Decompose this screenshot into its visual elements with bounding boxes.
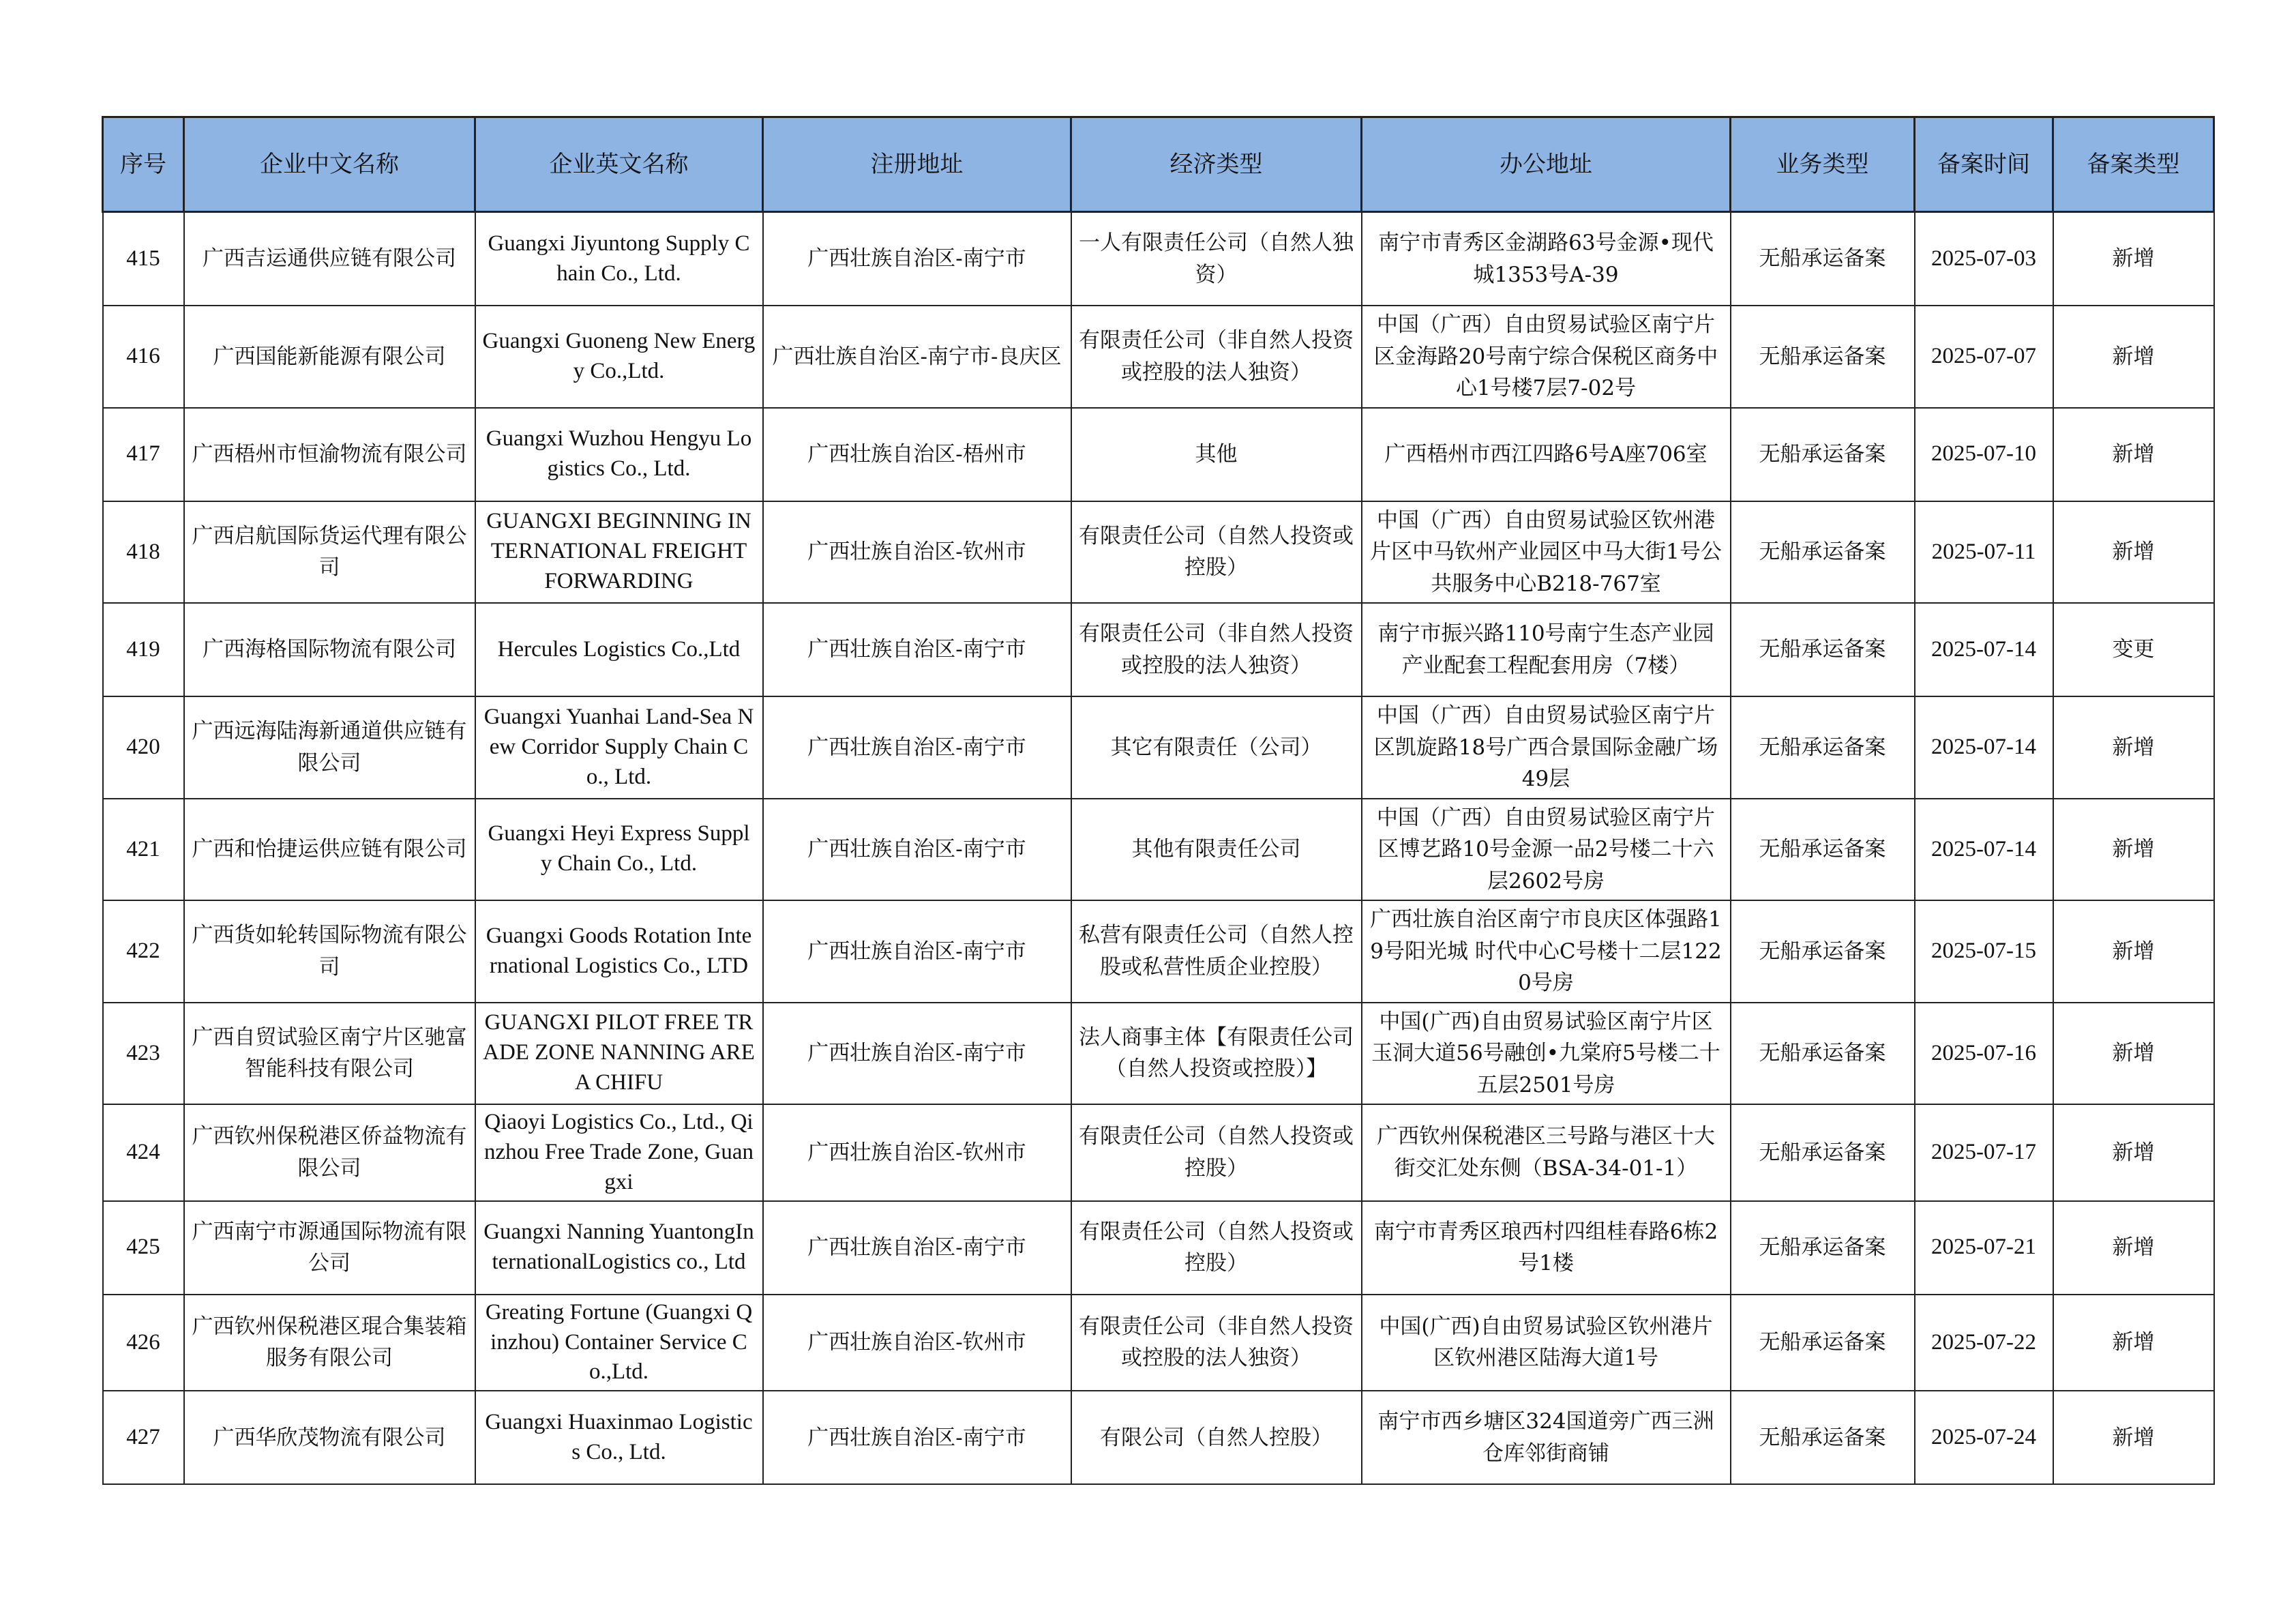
cell-date: 2025-07-14 bbox=[1915, 696, 2053, 799]
cell-no: 420 bbox=[103, 696, 184, 799]
cell-office-addr: 南宁市振兴路110号南宁生态产业园产业配套工程配套用房（7楼） bbox=[1362, 603, 1731, 696]
cell-reg-addr: 广西壮族自治区-南宁市 bbox=[763, 900, 1071, 1003]
cell-filing-type: 新增 bbox=[2053, 900, 2214, 1003]
cell-name-en: Guangxi Guoneng New Energy Co.,Ltd. bbox=[475, 306, 763, 408]
col-header-no: 序号 bbox=[103, 117, 184, 212]
table-body bbox=[103, 212, 2214, 1485]
cell-biz-type: 无船承运备案 bbox=[1731, 1391, 1915, 1484]
cell-reg-addr: 广西壮族自治区-南宁市 bbox=[763, 799, 1071, 901]
filing-table-container bbox=[102, 116, 2199, 1485]
cell-filing-type: 新增 bbox=[2053, 1201, 2214, 1295]
cell-econ-type: 私营有限责任公司（自然人控股或私营性质企业控股） bbox=[1071, 900, 1362, 1003]
table-row bbox=[103, 696, 2214, 799]
cell-econ-type: 有限责任公司（非自然人投资或控股的法人独资） bbox=[1071, 306, 1362, 408]
table-header-row bbox=[103, 117, 2214, 212]
cell-date: 2025-07-07 bbox=[1915, 306, 2053, 408]
table-row bbox=[103, 1003, 2214, 1105]
cell-name-cn: 广西吉运通供应链有限公司 bbox=[184, 212, 475, 306]
filing-table bbox=[102, 116, 2215, 1485]
cell-date: 2025-07-16 bbox=[1915, 1003, 2053, 1105]
cell-name-en: Guangxi Huaxinmao Logistics Co., Ltd. bbox=[475, 1391, 763, 1484]
table-row bbox=[103, 212, 2214, 306]
table-row bbox=[103, 1391, 2214, 1484]
cell-biz-type: 无船承运备案 bbox=[1731, 408, 1915, 501]
cell-reg-addr: 广西壮族自治区-南宁市 bbox=[763, 1201, 1071, 1295]
cell-office-addr: 中国（广西）自由贸易试验区南宁片区博艺路10号金源一品2号楼二十六层2602号房 bbox=[1362, 799, 1731, 901]
cell-name-en: Guangxi Jiyuntong Supply Chain Co., Ltd. bbox=[475, 212, 763, 306]
cell-date: 2025-07-14 bbox=[1915, 799, 2053, 901]
cell-biz-type: 无船承运备案 bbox=[1731, 696, 1915, 799]
cell-name-en: Guangxi Nanning YuantongInternationalLogistics co., Ltd bbox=[475, 1201, 763, 1295]
cell-econ-type: 有限公司（自然人控股） bbox=[1071, 1391, 1362, 1484]
cell-no: 419 bbox=[103, 603, 184, 696]
cell-biz-type: 无船承运备案 bbox=[1731, 1295, 1915, 1391]
cell-office-addr: 中国（广西）自由贸易试验区南宁片区金海路20号南宁综合保税区商务中心1号楼7层7-02号 bbox=[1362, 306, 1731, 408]
cell-no: 424 bbox=[103, 1104, 184, 1201]
col-header-name-en: 企业英文名称 bbox=[475, 117, 763, 212]
cell-reg-addr: 广西壮族自治区-钦州市 bbox=[763, 501, 1071, 604]
table-row bbox=[103, 900, 2214, 1003]
cell-econ-type: 其它有限责任（公司） bbox=[1071, 696, 1362, 799]
cell-office-addr: 中国(广西)自由贸易试验区南宁片区玉洞大道56号融创•九棠府5号楼二十五层2501号房 bbox=[1362, 1003, 1731, 1105]
cell-filing-type: 新增 bbox=[2053, 696, 2214, 799]
col-header-office-addr: 办公地址 bbox=[1362, 117, 1731, 212]
cell-office-addr: 南宁市青秀区琅西村四组桂春路6栋2号1楼 bbox=[1362, 1201, 1731, 1295]
cell-name-cn: 广西南宁市源通国际物流有限公司 bbox=[184, 1201, 475, 1295]
cell-econ-type: 一人有限责任公司（自然人独资） bbox=[1071, 212, 1362, 306]
cell-filing-type: 新增 bbox=[2053, 212, 2214, 306]
cell-filing-type: 新增 bbox=[2053, 408, 2214, 501]
cell-name-cn: 广西自贸试验区南宁片区驰富智能科技有限公司 bbox=[184, 1003, 475, 1105]
cell-date: 2025-07-14 bbox=[1915, 603, 2053, 696]
cell-biz-type: 无船承运备案 bbox=[1731, 1104, 1915, 1201]
cell-reg-addr: 广西壮族自治区-钦州市 bbox=[763, 1295, 1071, 1391]
cell-filing-type: 变更 bbox=[2053, 603, 2214, 696]
cell-name-en: Guangxi Yuanhai Land-Sea New Corridor Supply Chain Co., Ltd. bbox=[475, 696, 763, 799]
table-row bbox=[103, 1295, 2214, 1391]
cell-office-addr: 中国（广西）自由贸易试验区钦州港片区中马钦州产业园区中马大街1号公共服务中心B218-767室 bbox=[1362, 501, 1731, 604]
cell-biz-type: 无船承运备案 bbox=[1731, 603, 1915, 696]
cell-name-cn: 广西远海陆海新通道供应链有限公司 bbox=[184, 696, 475, 799]
cell-office-addr: 广西钦州保税港区三号路与港区十大街交汇处东侧（BSA-34-01-1） bbox=[1362, 1104, 1731, 1201]
cell-office-addr: 广西壮族自治区南宁市良庆区体强路19号阳光城 时代中心C号楼十二层1220号房 bbox=[1362, 900, 1731, 1003]
cell-name-cn: 广西和怡捷运供应链有限公司 bbox=[184, 799, 475, 901]
col-header-name-cn: 企业中文名称 bbox=[184, 117, 475, 212]
cell-econ-type: 有限责任公司（非自然人投资或控股的法人独资） bbox=[1071, 1295, 1362, 1391]
table-row bbox=[103, 408, 2214, 501]
table-row bbox=[103, 799, 2214, 901]
cell-biz-type: 无船承运备案 bbox=[1731, 1003, 1915, 1105]
table-row bbox=[103, 603, 2214, 696]
cell-biz-type: 无船承运备案 bbox=[1731, 900, 1915, 1003]
cell-filing-type: 新增 bbox=[2053, 501, 2214, 604]
cell-date: 2025-07-15 bbox=[1915, 900, 2053, 1003]
table-row bbox=[103, 501, 2214, 604]
table-row bbox=[103, 306, 2214, 408]
cell-filing-type: 新增 bbox=[2053, 1391, 2214, 1484]
cell-no: 426 bbox=[103, 1295, 184, 1391]
cell-reg-addr: 广西壮族自治区-南宁市 bbox=[763, 696, 1071, 799]
cell-name-cn: 广西梧州市恒渝物流有限公司 bbox=[184, 408, 475, 501]
cell-no: 416 bbox=[103, 306, 184, 408]
cell-reg-addr: 广西壮族自治区-南宁市 bbox=[763, 212, 1071, 306]
cell-office-addr: 中国（广西）自由贸易试验区南宁片区凯旋路18号广西合景国际金融广场49层 bbox=[1362, 696, 1731, 799]
cell-filing-type: 新增 bbox=[2053, 1295, 2214, 1391]
cell-date: 2025-07-21 bbox=[1915, 1201, 2053, 1295]
cell-reg-addr: 广西壮族自治区-南宁市 bbox=[763, 1391, 1071, 1484]
cell-econ-type: 其他有限责任公司 bbox=[1071, 799, 1362, 901]
cell-biz-type: 无船承运备案 bbox=[1731, 306, 1915, 408]
cell-date: 2025-07-22 bbox=[1915, 1295, 2053, 1391]
cell-biz-type: 无船承运备案 bbox=[1731, 1201, 1915, 1295]
cell-filing-type: 新增 bbox=[2053, 799, 2214, 901]
cell-econ-type: 有限责任公司（自然人投资或控股） bbox=[1071, 501, 1362, 604]
cell-name-cn: 广西国能新能源有限公司 bbox=[184, 306, 475, 408]
cell-filing-type: 新增 bbox=[2053, 306, 2214, 408]
cell-reg-addr: 广西壮族自治区-钦州市 bbox=[763, 1104, 1071, 1201]
col-header-econ-type: 经济类型 bbox=[1071, 117, 1362, 212]
col-header-filing-type: 备案类型 bbox=[2053, 117, 2214, 212]
cell-office-addr: 南宁市西乡塘区324国道旁广西三洲仓库邻街商铺 bbox=[1362, 1391, 1731, 1484]
cell-name-en: GUANGXI BEGINNING INTERNATIONAL FREIGHT FORWARDING bbox=[475, 501, 763, 604]
cell-no: 427 bbox=[103, 1391, 184, 1484]
cell-reg-addr: 广西壮族自治区-南宁市 bbox=[763, 603, 1071, 696]
cell-name-en: Qiaoyi Logistics Co., Ltd., Qinzhou Free Trade Zone, Guangxi bbox=[475, 1104, 763, 1201]
cell-name-en: Hercules Logistics Co.,Ltd bbox=[475, 603, 763, 696]
cell-biz-type: 无船承运备案 bbox=[1731, 212, 1915, 306]
cell-office-addr: 中国(广西)自由贸易试验区钦州港片区钦州港区陆海大道1号 bbox=[1362, 1295, 1731, 1391]
cell-econ-type: 有限责任公司（非自然人投资或控股的法人独资） bbox=[1071, 603, 1362, 696]
cell-reg-addr: 广西壮族自治区-南宁市 bbox=[763, 1003, 1071, 1105]
cell-filing-type: 新增 bbox=[2053, 1003, 2214, 1105]
cell-no: 423 bbox=[103, 1003, 184, 1105]
cell-name-en: Greating Fortune (Guangxi Qinzhou) Container Service Co.,Ltd. bbox=[475, 1295, 763, 1391]
cell-filing-type: 新增 bbox=[2053, 1104, 2214, 1201]
table-row bbox=[103, 1104, 2214, 1201]
cell-name-cn: 广西海格国际物流有限公司 bbox=[184, 603, 475, 696]
table-row bbox=[103, 1201, 2214, 1295]
cell-date: 2025-07-03 bbox=[1915, 212, 2053, 306]
cell-date: 2025-07-24 bbox=[1915, 1391, 2053, 1484]
cell-date: 2025-07-11 bbox=[1915, 501, 2053, 604]
cell-name-cn: 广西华欣茂物流有限公司 bbox=[184, 1391, 475, 1484]
cell-biz-type: 无船承运备案 bbox=[1731, 799, 1915, 901]
col-header-reg-addr: 注册地址 bbox=[763, 117, 1071, 212]
cell-name-en: Guangxi Heyi Express Supply Chain Co., Ltd. bbox=[475, 799, 763, 901]
cell-date: 2025-07-17 bbox=[1915, 1104, 2053, 1201]
cell-date: 2025-07-10 bbox=[1915, 408, 2053, 501]
cell-name-cn: 广西钦州保税港区侨益物流有限公司 bbox=[184, 1104, 475, 1201]
cell-econ-type: 有限责任公司（自然人投资或控股） bbox=[1071, 1104, 1362, 1201]
cell-no: 418 bbox=[103, 501, 184, 604]
cell-name-cn: 广西启航国际货运代理有限公司 bbox=[184, 501, 475, 604]
cell-econ-type: 有限责任公司（自然人投资或控股） bbox=[1071, 1201, 1362, 1295]
cell-no: 425 bbox=[103, 1201, 184, 1295]
cell-econ-type: 法人商事主体【有限责任公司（自然人投资或控股）】 bbox=[1071, 1003, 1362, 1105]
cell-office-addr: 广西梧州市西江四路6号A座706室 bbox=[1362, 408, 1731, 501]
cell-no: 421 bbox=[103, 799, 184, 901]
col-header-date: 备案时间 bbox=[1915, 117, 2053, 212]
cell-no: 422 bbox=[103, 900, 184, 1003]
cell-name-cn: 广西钦州保税港区琨合集装箱服务有限公司 bbox=[184, 1295, 475, 1391]
cell-econ-type: 其他 bbox=[1071, 408, 1362, 501]
cell-reg-addr: 广西壮族自治区-梧州市 bbox=[763, 408, 1071, 501]
cell-name-en: Guangxi Wuzhou Hengyu Logistics Co., Ltd. bbox=[475, 408, 763, 501]
col-header-biz-type: 业务类型 bbox=[1731, 117, 1915, 212]
cell-name-cn: 广西货如轮转国际物流有限公司 bbox=[184, 900, 475, 1003]
cell-name-en: GUANGXI PILOT FREE TRADE ZONE NANNING AREA CHIFU bbox=[475, 1003, 763, 1105]
cell-no: 415 bbox=[103, 212, 184, 306]
cell-office-addr: 南宁市青秀区金湖路63号金源•现代城1353号A-39 bbox=[1362, 212, 1731, 306]
cell-reg-addr: 广西壮族自治区-南宁市-良庆区 bbox=[763, 306, 1071, 408]
cell-name-en: Guangxi Goods Rotation International Logistics Co., LTD bbox=[475, 900, 763, 1003]
cell-biz-type: 无船承运备案 bbox=[1731, 501, 1915, 604]
cell-no: 417 bbox=[103, 408, 184, 501]
